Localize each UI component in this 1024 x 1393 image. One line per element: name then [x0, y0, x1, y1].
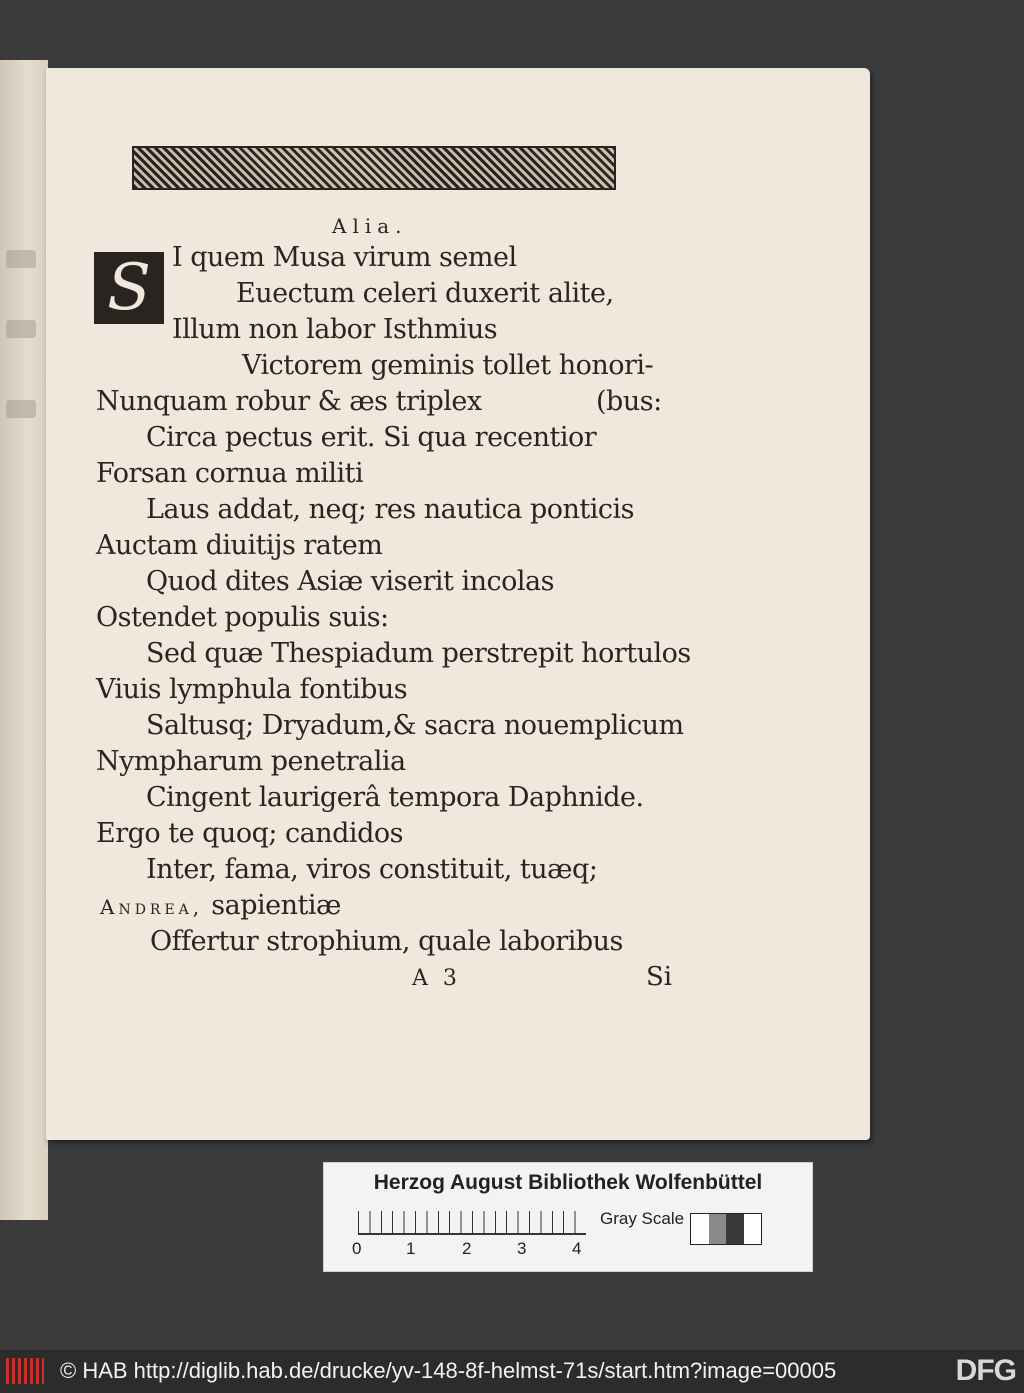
ruler-number: 0	[352, 1239, 362, 1258]
facing-page-edge	[0, 60, 48, 1220]
catchword: Si	[646, 962, 673, 992]
scale-ruler	[358, 1211, 586, 1235]
ruler-number: 3	[517, 1239, 527, 1258]
poem-heading: Alia.	[332, 214, 408, 238]
signature-mark: A 3	[412, 966, 461, 991]
facing-page-fragment	[6, 250, 36, 268]
source-url[interactable]: © HAB http://diglib.hab.de/drucke/yv-148-8f-helmst-71s/start.htm?image=00005	[60, 1358, 837, 1383]
verse-line: Ergo te quoq; candidos	[96, 818, 403, 849]
verse-line: Nunquam robur & æs triplex	[96, 386, 482, 417]
barcode-icon	[6, 1358, 44, 1384]
verse-line: Ostendet populis suis:	[96, 602, 389, 633]
ruler-number: 2	[462, 1239, 472, 1258]
verse-line-turnover: (bus:	[596, 386, 662, 417]
verse-line: Quod dites Asiæ viserit incolas	[146, 566, 554, 597]
swatch-white	[691, 1214, 709, 1244]
verse-line: Euectum celeri duxerit alite,	[236, 278, 614, 309]
verse-line: I quem Musa virum semel	[172, 242, 517, 273]
drop-cap-letter: S	[107, 251, 151, 325]
facing-page-fragment	[6, 320, 36, 338]
ruler-number: 1	[406, 1239, 416, 1258]
verse-line: Auctam diuitijs ratem	[96, 530, 383, 561]
verse-line: Offertur strophium, quale laboribus	[150, 926, 623, 957]
verse-line: Viuis lymphula fontibus	[96, 674, 408, 705]
library-color-card	[323, 1162, 813, 1272]
dfg-logo: DFG	[955, 1354, 1016, 1387]
ruler-number: 4	[572, 1239, 582, 1258]
library-name: Herzog August Bibliothek Wolfenbüttel	[373, 1171, 763, 1194]
facing-page-fragment	[6, 400, 36, 418]
verse-line: Circa pectus erit. Si qua recentior	[146, 422, 597, 453]
verse-line: Illum non labor Isthmius	[172, 314, 498, 345]
footer-bar	[0, 1350, 1024, 1393]
verse-line: Inter, fama, viros constituit, tuæq;	[146, 854, 598, 885]
gray-scale-swatches	[690, 1213, 762, 1245]
gray-scale-label: Gray Scale	[600, 1209, 685, 1228]
swatch-gray	[709, 1214, 727, 1244]
name-small-caps: Andrea,	[100, 895, 204, 919]
verse-line-name	[100, 890, 341, 921]
swatch-dark	[726, 1214, 744, 1244]
verse-line: Saltusq; Dryadum,& sacra nouemplicum	[146, 710, 684, 741]
decorative-headpiece	[132, 146, 616, 190]
verse-line: Laus addat, neq; res nautica ponticis	[146, 494, 634, 525]
verse-line: Forsan cornua militi	[96, 458, 364, 489]
verse-line: Cingent laurigerâ tempora Daphnide.	[146, 782, 644, 813]
verse-line: Nympharum penetralia	[96, 746, 406, 777]
book-page	[46, 68, 870, 1140]
drop-cap	[94, 252, 164, 324]
verse-line-rest: sapientiæ	[211, 890, 341, 921]
swatch-white-2	[744, 1214, 762, 1244]
verse-line: Sed quæ Thespiadum perstrepit hortulos	[146, 638, 691, 669]
verse-line: Victorem geminis tollet honori-	[242, 350, 654, 381]
